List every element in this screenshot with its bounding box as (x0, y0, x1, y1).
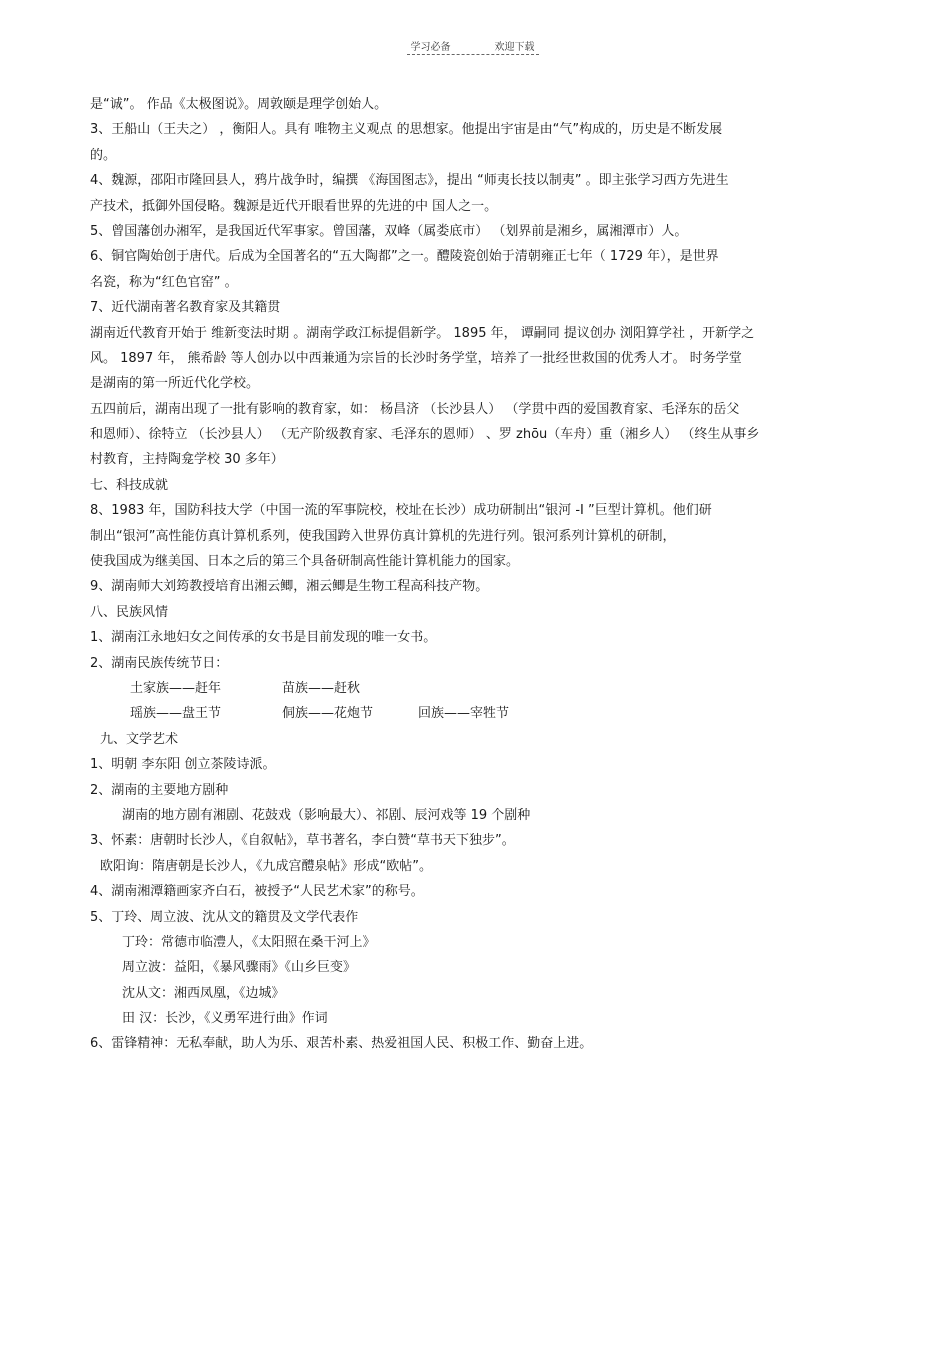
header-divider (407, 54, 539, 55)
text-line: 的。 (90, 147, 117, 163)
text-line: 村教育，主持陶龛学校 30 多年） (90, 452, 284, 468)
text-line: 2、湖南的主要地方剧种 (90, 782, 229, 798)
festival-row (90, 701, 860, 726)
text-line: 周立波：益阳，《暴风骤雨》《山乡巨变》 (122, 960, 357, 976)
text-line: 1、明朝 李东阳 创立茶陵诗派。 (90, 757, 276, 773)
text-line: 3、怀素：唐朝时长沙人，《自叙帖》，草书著名，李白赞“草书天下独步”。 (90, 833, 515, 849)
festival-row (90, 676, 860, 701)
festival-item: 侗族——花炮节 (282, 706, 374, 722)
text-line: 是湖南的第一所近代化学校。 (90, 376, 260, 392)
section-heading: 7、近代湖南著名教育家及其籍贯 (90, 300, 281, 316)
text-line: 田 汉：长沙，《义勇军进行曲》作词 (122, 1011, 328, 1027)
text-line: 8、1983 年，国防科技大学（中国一流的军事院校，校址在长沙）成功研制出“银河 -I ”巨型计算机。他们研 (90, 503, 712, 519)
festival-item: 土家族——赶年 (130, 680, 222, 696)
text-line: 丁玲：常德市临澧人，《太阳照在桑干河上》 (122, 934, 376, 950)
text-line: 5、丁玲、周立波、沈从文的籍贯及文学代表作 (90, 909, 359, 925)
text-line: 湖南近代教育开始于 维新变法时期 。湖南学政江标提倡新学。 1895 年， 谭嗣同 提议创办 浏阳算学社 ，开新学之 (90, 325, 755, 341)
text-line: 沈从文：湘西凤凰，《边城》 (122, 985, 285, 1001)
text-line: 五四前后，湖南出现了一批有影响的教育家，如： 杨昌济 （长沙县人） （学贯中西的爱国教育家、毛泽东的岳父 (90, 401, 740, 417)
text-line: 名瓷，称为“红色官窑” 。 (90, 274, 238, 290)
text-line: 6、雷锋精神：无私奉献，助人为乐、艰苦朴素、热爱祖国人民、积极工作、勤奋上进。 (90, 1036, 593, 1052)
section-heading: 七、科技成就 (90, 477, 169, 493)
text-line: 4、湖南湘潭籍画家齐白石，被授予“人民艺术家”的称号。 (90, 884, 424, 900)
text-line: 4、魏源，邵阳市隆回县人，鸦片战争时，编撰 《海国图志》，提出 “师夷长技以制夷” 。即主张学习西方先进生 (90, 173, 729, 189)
text-line: 1、湖南江永地妇女之间传承的女书是目前发现的唯一女书。 (90, 630, 437, 646)
page-header (405, 38, 540, 53)
text-line: 产技术，抵御外国侵略。魏源是近代开眼看世界的先进的中 国人之一。 (90, 198, 498, 214)
text-line: 欧阳询：隋唐朝是长沙人，《九成宫醴泉帖》形成“欧帖”。 (100, 858, 432, 874)
text-line: 5、曾国藩创办湘军，是我国近代军事家。曾国藩，双峰（属娄底市） （划界前是湘乡，属湘潭市）人。 (90, 223, 688, 239)
text-line: 3、王船山（王夫之） ，衡阳人。具有 唯物主义观点 的思想家。他提出宇宙是由“气”构成的，历史是不断发展 (90, 122, 723, 138)
text-line: 使我国成为继美国、日本之后的第三个具备研制高性能计算机能力的国家。 (90, 554, 520, 570)
festival-item: 瑶族——盘王节 (130, 706, 222, 722)
text-line: 2、湖南民族传统节日： (90, 655, 229, 671)
text-line: 6、铜官陶始创于唐代。后成为全国著名的“五大陶都”之一。醴陵瓷创始于清朝雍正七年（ 1729 年），是世界 (90, 249, 719, 265)
text-line: 湖南的地方剧有湘剧、花鼓戏（影响最大）、祁剧、辰河戏等 19 个剧种 (122, 807, 531, 823)
header-left-text: 学习必备 (410, 42, 451, 53)
text-line: 风。 1897 年， 熊希龄 等人创办以中西兼通为宗旨的长沙时务学堂，培养了一批经世救国的优秀人才。 时务学堂 (90, 350, 742, 366)
section-heading: 九、文学艺术 (100, 731, 179, 747)
document-body (90, 92, 860, 1057)
text-line: 和恩师）、徐特立 （长沙县人） （无产阶级教育家、毛泽东的恩师） 、罗 zhōu（车舟）重（湘乡人） （终生从事乡 (90, 427, 760, 443)
header-right-text: 欢迎下载 (494, 42, 535, 53)
text-line: 是“诚”。 作品《太极图说》。周敦颐是理学创始人。 (90, 97, 388, 112)
text-line: 9、湖南师大刘筠教授培育出湘云鲫，湘云鲫是生物工程高科技产物。 (90, 579, 489, 595)
section-heading: 八、民族风情 (90, 604, 169, 620)
festival-item: 回族——宰牲节 (418, 706, 510, 722)
text-line: 制出“银河”高性能仿真计算机系列，使我国跨入世界仿真计算机的先进行列。银河系列计算机的研制， (90, 528, 676, 544)
festival-item: 苗族——赶秋 (282, 680, 361, 696)
